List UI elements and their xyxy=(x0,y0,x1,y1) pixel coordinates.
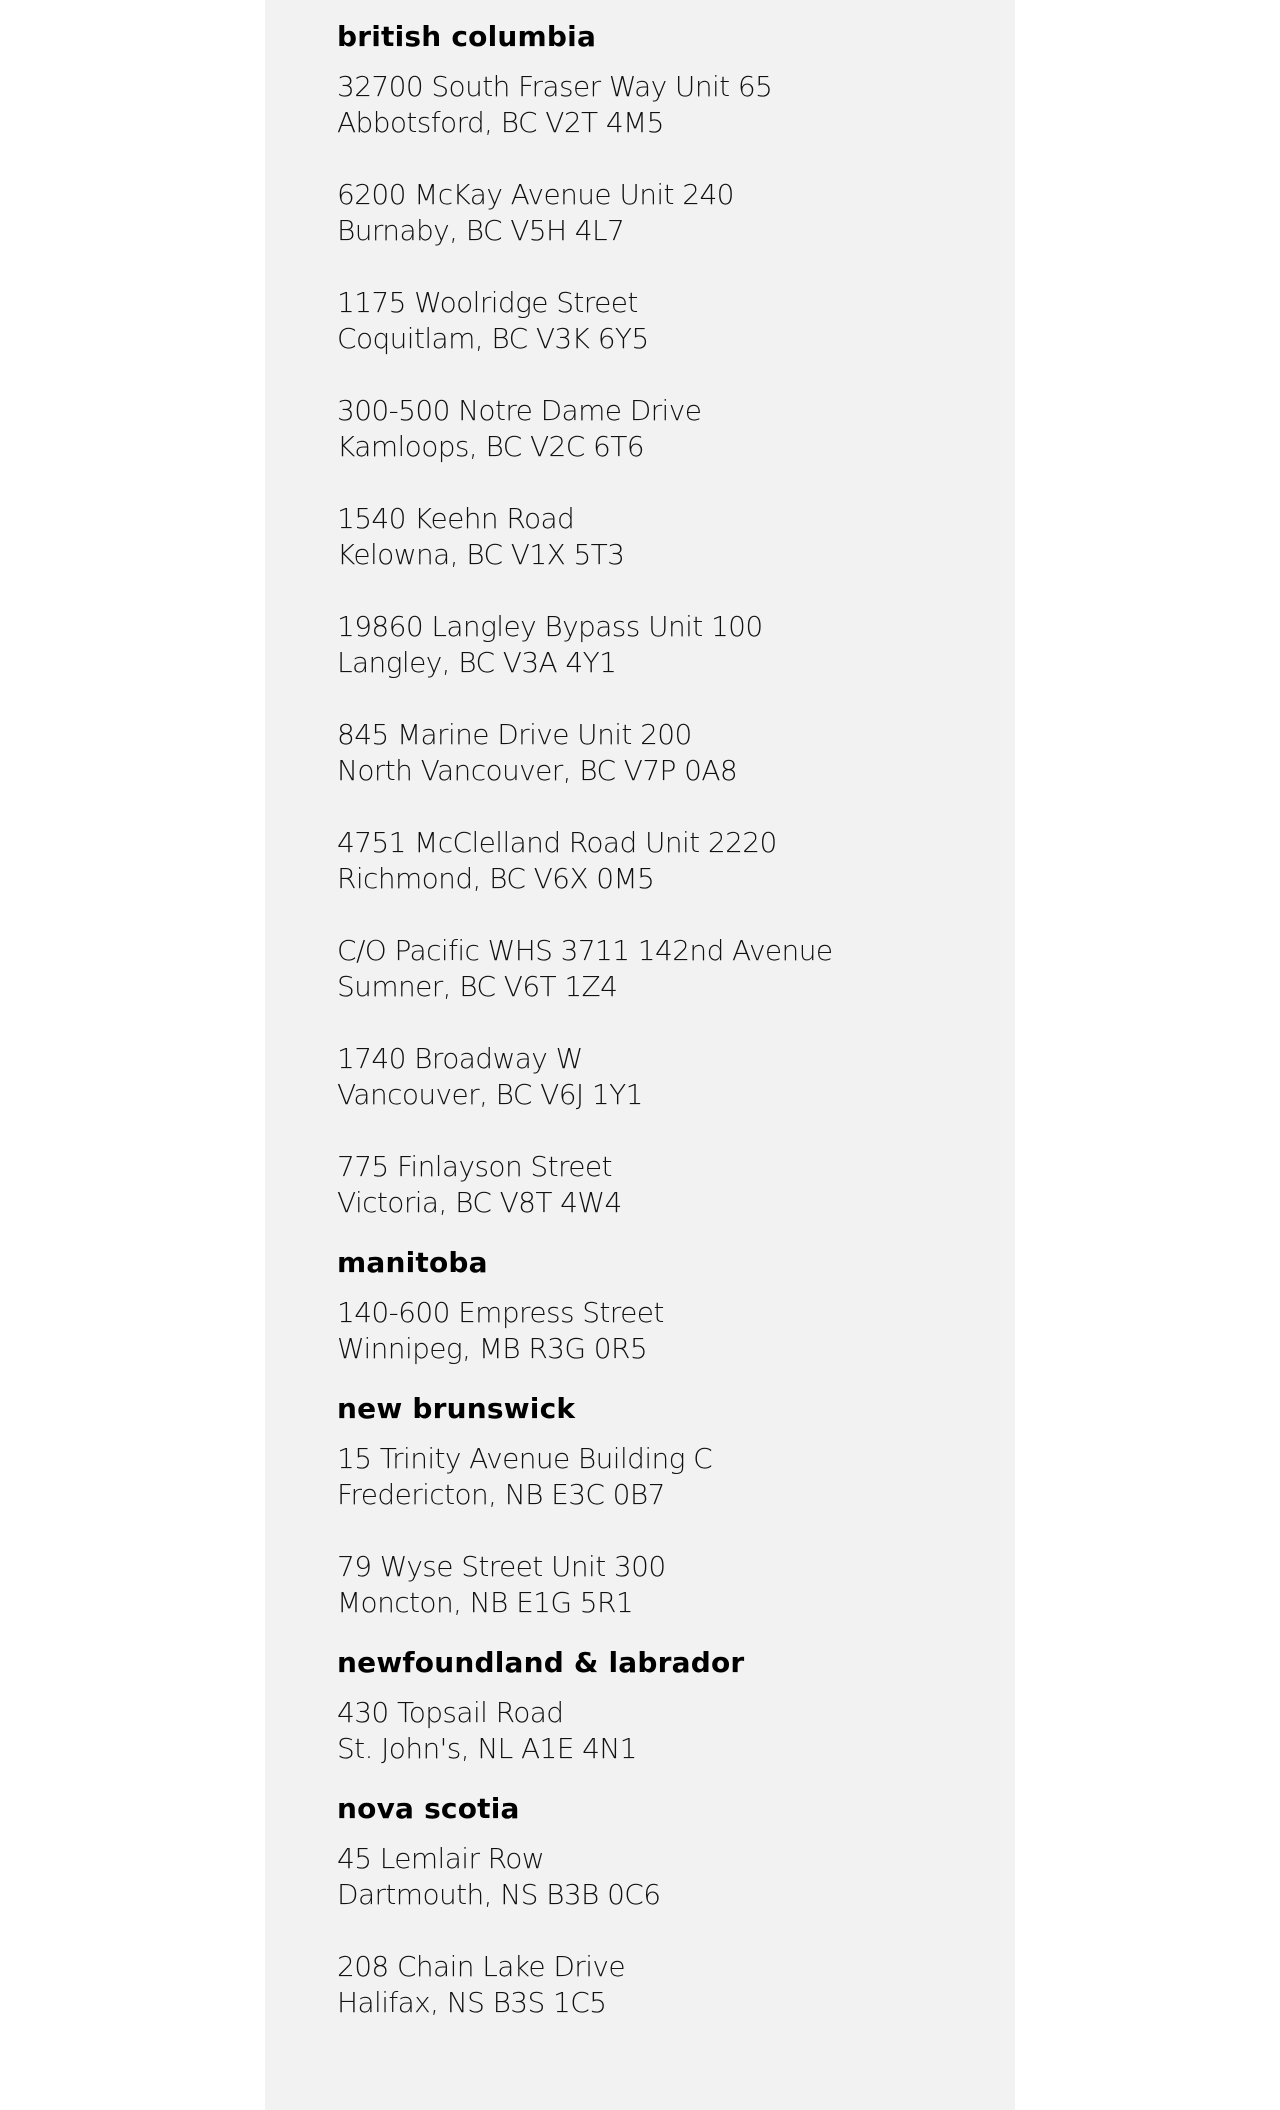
address-city: Langley, BC V3A 4Y1 xyxy=(337,646,617,679)
address-city: St. John's, NL A1E 4N1 xyxy=(337,1732,637,1765)
address-city: Moncton, NB E1G 5R1 xyxy=(337,1586,634,1619)
address-street: C/O Pacific WHS 3711 142nd Avenue xyxy=(337,934,833,967)
address-city: Dartmouth, NS B3B 0C6 xyxy=(337,1878,661,1911)
region-section xyxy=(337,1789,997,2021)
address-block xyxy=(337,609,997,681)
address-block xyxy=(337,825,997,897)
address-city: Kamloops, BC V2C 6T6 xyxy=(337,430,644,463)
address-street: 430 Topsail Road xyxy=(337,1696,564,1729)
address-city: Kelowna, BC V1X 5T3 xyxy=(337,538,625,571)
region-section xyxy=(337,17,997,1221)
store-locations-panel xyxy=(265,0,1015,2110)
region-heading: british columbia xyxy=(337,20,597,53)
address-city: Burnaby, BC V5H 4L7 xyxy=(337,214,625,247)
address-street: 6200 McKay Avenue Unit 240 xyxy=(337,178,734,211)
address-block xyxy=(337,177,997,249)
address-street: 1175 Woolridge Street xyxy=(337,286,638,319)
address-street: 845 Marine Drive Unit 200 xyxy=(337,718,692,751)
address-city: Halifax, NS B3S 1C5 xyxy=(337,1986,607,2019)
region-heading: nova scotia xyxy=(337,1792,520,1825)
address-street: 1540 Keehn Road xyxy=(337,502,575,535)
address-street: 140-600 Empress Street xyxy=(337,1296,664,1329)
address-city: North Vancouver, BC V7P 0A8 xyxy=(337,754,738,787)
address-city: Winnipeg, MB R3G 0R5 xyxy=(337,1332,648,1365)
address-block xyxy=(337,1041,997,1113)
address-city: Abbotsford, BC V2T 4M5 xyxy=(337,106,664,139)
address-street: 79 Wyse Street Unit 300 xyxy=(337,1550,666,1583)
address-block xyxy=(337,1695,997,1767)
region-heading: manitoba xyxy=(337,1246,488,1279)
address-block xyxy=(337,393,997,465)
address-block xyxy=(337,1295,997,1367)
address-block xyxy=(337,1841,997,1913)
address-street: 32700 South Fraser Way Unit 65 xyxy=(337,70,773,103)
address-street: 300-500 Notre Dame Drive xyxy=(337,394,702,427)
address-city: Sumner, BC V6T 1Z4 xyxy=(337,970,618,1003)
address-block xyxy=(337,501,997,573)
address-block xyxy=(337,1441,997,1513)
address-block xyxy=(337,1949,997,2021)
address-city: Richmond, BC V6X 0M5 xyxy=(337,862,655,895)
address-street: 45 Lemlair Row xyxy=(337,1842,545,1875)
address-block xyxy=(337,1149,997,1221)
region-heading: newfoundland & labrador xyxy=(337,1646,745,1679)
address-city: Fredericton, NB E3C 0B7 xyxy=(337,1478,665,1511)
address-street: 775 Finlayson Street xyxy=(337,1150,612,1183)
address-city: Vancouver, BC V6J 1Y1 xyxy=(337,1078,643,1111)
region-heading: new brunswick xyxy=(337,1392,576,1425)
region-section xyxy=(337,1643,997,1767)
address-block xyxy=(337,933,997,1005)
address-street: 1740 Broadway W xyxy=(337,1042,583,1075)
address-street: 4751 McClelland Road Unit 2220 xyxy=(337,826,777,859)
address-city: Victoria, BC V8T 4W4 xyxy=(337,1186,622,1219)
address-block xyxy=(337,285,997,357)
address-block xyxy=(337,1549,997,1621)
address-street: 15 Trinity Avenue Building C xyxy=(337,1442,713,1475)
region-section xyxy=(337,1389,997,1621)
address-city: Coquitlam, BC V3K 6Y5 xyxy=(337,322,649,355)
address-street: 208 Chain Lake Drive xyxy=(337,1950,625,1983)
address-street: 19860 Langley Bypass Unit 100 xyxy=(337,610,763,643)
address-block xyxy=(337,717,997,789)
address-block xyxy=(337,69,997,141)
regions-list xyxy=(337,17,997,2021)
region-section xyxy=(337,1243,997,1367)
